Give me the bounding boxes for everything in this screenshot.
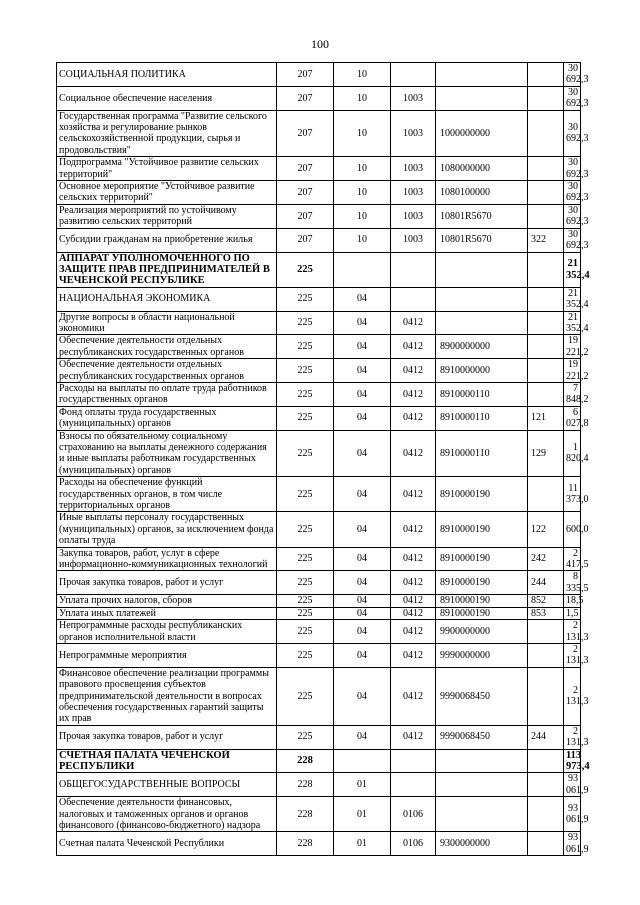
row-admin-code-cell: 225 [277, 595, 334, 607]
table-row [57, 228, 581, 252]
table-row [57, 571, 581, 595]
row-target-article-cell: 8900000000 [436, 335, 528, 359]
row-amount-cell: 30 692,3 [564, 110, 581, 157]
table-row [57, 547, 581, 571]
row-section-code-cell: 04 [334, 335, 391, 359]
row-section-code-cell: 04 [334, 430, 391, 477]
row-amount-cell: 21 352,4 [564, 287, 581, 311]
row-admin-code-cell: 225 [277, 335, 334, 359]
row-subsection-code-cell [391, 749, 436, 773]
row-section-code-cell: 04 [334, 620, 391, 644]
row-expense-type-cell: 244 [528, 571, 564, 595]
table-row [57, 157, 581, 181]
row-name-cell: Иные выплаты персоналу государственных (муниципальных) органов, за исключением фонда оплаты труда [57, 512, 277, 547]
row-admin-code-cell: 207 [277, 228, 334, 252]
row-subsection-code-cell: 0412 [391, 512, 436, 547]
row-section-code-cell: 10 [334, 63, 391, 87]
row-expense-type-cell [528, 311, 564, 335]
budget-table [56, 62, 590, 856]
row-amount-cell: 18,5 [564, 595, 581, 607]
row-name-cell: Социальное обеспечение населения [57, 86, 277, 110]
row-target-article-cell: 8910000190 [436, 595, 528, 607]
row-target-article-cell: 8910000000 [436, 359, 528, 383]
row-section-code-cell: 04 [334, 595, 391, 607]
row-admin-code-cell: 225 [277, 547, 334, 571]
row-amount-cell: 30 692,3 [564, 86, 581, 110]
row-amount-cell: 93 061,9 [564, 773, 581, 797]
row-target-article-cell: 9900000000 [436, 620, 528, 644]
row-admin-code-cell: 225 [277, 725, 334, 749]
row-name-cell: Непрограммные расходы республиканских органов исполнительной власти [57, 620, 277, 644]
row-section-code-cell: 01 [334, 773, 391, 797]
row-amount-cell: 2 417,5 [564, 547, 581, 571]
table-row [57, 430, 581, 477]
row-expense-type-cell [528, 287, 564, 311]
row-expense-type-cell [528, 110, 564, 157]
row-expense-type-cell: 122 [528, 512, 564, 547]
budget-table-body [57, 63, 590, 856]
row-amount-cell: 19 221,2 [564, 359, 581, 383]
row-amount-cell: 93 061,9 [564, 832, 581, 856]
row-expense-type-cell: 129 [528, 430, 564, 477]
row-section-code-cell: 04 [334, 667, 391, 725]
row-section-code-cell: 01 [334, 797, 391, 832]
row-target-article-cell: 1080000000 [436, 157, 528, 181]
row-section-code-cell: 04 [334, 607, 391, 619]
row-subsection-code-cell: 0412 [391, 335, 436, 359]
table-row [57, 620, 581, 644]
row-target-article-cell: 8910000110 [436, 406, 528, 430]
row-admin-code-cell: 225 [277, 607, 334, 619]
row-section-code-cell: 10 [334, 204, 391, 228]
row-subsection-code-cell: 1003 [391, 181, 436, 205]
row-admin-code-cell: 225 [277, 382, 334, 406]
row-expense-type-cell [528, 667, 564, 725]
row-target-article-cell: 8910000190 [436, 477, 528, 512]
row-subsection-code-cell: 1003 [391, 157, 436, 181]
row-section-code-cell [334, 252, 391, 287]
row-admin-code-cell: 225 [277, 512, 334, 547]
table-row [57, 406, 581, 430]
row-amount-cell: 21 352,4 [564, 252, 581, 287]
table-row [57, 725, 581, 749]
row-name-cell: Непрограммные мероприятия [57, 643, 277, 667]
row-admin-code-cell: 225 [277, 406, 334, 430]
row-admin-code-cell: 225 [277, 571, 334, 595]
row-subsection-code-cell [391, 252, 436, 287]
row-amount-cell: 2 131,3 [564, 725, 581, 749]
row-subsection-code-cell: 0412 [391, 607, 436, 619]
row-name-cell: Реализация мероприятий по устойчивому развитию сельских территорий [57, 204, 277, 228]
row-expense-type-cell [528, 181, 564, 205]
row-expense-type-cell [528, 477, 564, 512]
row-amount-cell: 30 692,3 [564, 181, 581, 205]
row-target-article-cell: 8910000190 [436, 607, 528, 619]
table-row [57, 335, 581, 359]
table-row [57, 477, 581, 512]
row-name-cell: Государственная программа "Развитие сельского хозяйства и регулирование рынков сельскохозяйственной продукции, сырья и продовольствия" [57, 110, 277, 157]
row-target-article-cell: 8910000190 [436, 547, 528, 571]
row-subsection-code-cell: 0412 [391, 359, 436, 383]
row-name-cell: Расходы на обеспечение функций государственных органов, в том числе территориальных органов [57, 477, 277, 512]
row-subsection-code-cell: 0106 [391, 797, 436, 832]
row-amount-cell: 30 692,3 [564, 157, 581, 181]
row-expense-type-cell [528, 643, 564, 667]
row-target-article-cell: 10801R5670 [436, 228, 528, 252]
table-row [57, 512, 581, 547]
row-target-article-cell: 1000000000 [436, 110, 528, 157]
row-amount-cell: 7 848,2 [564, 382, 581, 406]
row-subsection-code-cell: 1003 [391, 110, 436, 157]
row-admin-code-cell: 207 [277, 63, 334, 87]
row-section-code-cell: 04 [334, 382, 391, 406]
row-amount-cell: 19 221,2 [564, 335, 581, 359]
row-target-article-cell [436, 311, 528, 335]
row-admin-code-cell: 207 [277, 110, 334, 157]
row-subsection-code-cell: 0412 [391, 571, 436, 595]
row-amount-cell: 30 692,3 [564, 63, 581, 87]
row-admin-code-cell: 207 [277, 204, 334, 228]
row-section-code-cell: 04 [334, 547, 391, 571]
row-target-article-cell [436, 749, 528, 773]
table-row [57, 181, 581, 205]
row-admin-code-cell: 225 [277, 359, 334, 383]
row-subsection-code-cell: 0412 [391, 311, 436, 335]
table-row [57, 311, 581, 335]
table-row [57, 359, 581, 383]
row-expense-type-cell [528, 382, 564, 406]
row-section-code-cell: 04 [334, 512, 391, 547]
table-row [57, 607, 581, 619]
row-admin-code-cell: 225 [277, 620, 334, 644]
row-name-cell: НАЦИОНАЛЬНАЯ ЭКОНОМИКА [57, 287, 277, 311]
row-amount-cell: 1 820,4 [564, 430, 581, 477]
row-subsection-code-cell [391, 773, 436, 797]
table-row [57, 86, 581, 110]
row-target-article-cell: 8910000190 [436, 512, 528, 547]
row-admin-code-cell: 225 [277, 252, 334, 287]
row-subsection-code-cell [391, 63, 436, 87]
row-subsection-code-cell: 0412 [391, 547, 436, 571]
row-subsection-code-cell: 0412 [391, 430, 436, 477]
row-name-cell: Обеспечение деятельности финансовых, налоговых и таможенных органов и органов финансового (финансово-бюджетного) надзора [57, 797, 277, 832]
row-subsection-code-cell: 0412 [391, 406, 436, 430]
row-amount-cell: 93 061,9 [564, 797, 581, 832]
row-name-cell: Другие вопросы в области национальной экономики [57, 311, 277, 335]
page-number: 100 [311, 37, 329, 51]
row-expense-type-cell [528, 252, 564, 287]
row-section-code-cell: 04 [334, 311, 391, 335]
row-expense-type-cell [528, 157, 564, 181]
table-row [57, 773, 581, 797]
row-name-cell: Обеспечение деятельности отдельных республиканских государственных органов [57, 335, 277, 359]
row-target-article-cell [436, 287, 528, 311]
row-amount-cell: 2 131,3 [564, 667, 581, 725]
row-name-cell: Закупка товаров, работ, услуг в сфере информационно-коммуникационных технологий [57, 547, 277, 571]
row-section-code-cell: 10 [334, 157, 391, 181]
row-name-cell: Подпрограмма "Устойчивое развитие сельских территорий" [57, 157, 277, 181]
row-name-cell: Взносы по обязательному социальному страхованию на выплаты денежного содержания и иные выплаты работникам государственных (муниципальных) органов [57, 430, 277, 477]
row-admin-code-cell: 225 [277, 643, 334, 667]
row-subsection-code-cell: 0412 [391, 620, 436, 644]
row-subsection-code-cell: 0412 [391, 477, 436, 512]
row-target-article-cell [436, 86, 528, 110]
table-row [57, 832, 581, 856]
row-expense-type-cell [528, 832, 564, 856]
row-expense-type-cell: 322 [528, 228, 564, 252]
row-target-article-cell: 8910000190 [436, 571, 528, 595]
row-subsection-code-cell: 1003 [391, 228, 436, 252]
row-subsection-code-cell [391, 287, 436, 311]
table-section-header-row [57, 252, 581, 287]
row-subsection-code-cell: 0412 [391, 643, 436, 667]
row-name-cell: Счетная палата Чеченской Республики [57, 832, 277, 856]
row-expense-type-cell [528, 63, 564, 87]
row-amount-cell: 30 692,3 [564, 228, 581, 252]
row-subsection-code-cell: 1003 [391, 204, 436, 228]
row-name-cell: АППАРАТ УПОЛНОМОЧЕННОГО ПО ЗАЩИТЕ ПРАВ ПРЕДПРИНИМАТЕЛЕЙ В ЧЕЧЕНСКОЙ РЕСПУБЛИКЕ [57, 252, 277, 287]
table-row [57, 287, 581, 311]
table-row [57, 110, 581, 157]
row-target-article-cell [436, 797, 528, 832]
row-section-code-cell: 01 [334, 832, 391, 856]
table-row [57, 63, 581, 87]
row-name-cell: Субсидии гражданам на приобретение жилья [57, 228, 277, 252]
row-subsection-code-cell: 0106 [391, 832, 436, 856]
row-target-article-cell [436, 252, 528, 287]
row-admin-code-cell: 207 [277, 181, 334, 205]
row-target-article-cell: 8910000110 [436, 430, 528, 477]
row-admin-code-cell: 228 [277, 832, 334, 856]
row-target-article-cell: 9990000000 [436, 643, 528, 667]
row-target-article-cell: 9990068450 [436, 725, 528, 749]
row-admin-code-cell: 225 [277, 430, 334, 477]
row-admin-code-cell: 207 [277, 86, 334, 110]
row-admin-code-cell: 228 [277, 773, 334, 797]
row-expense-type-cell [528, 335, 564, 359]
row-section-code-cell: 04 [334, 287, 391, 311]
row-expense-type-cell: 121 [528, 406, 564, 430]
table-row [57, 797, 581, 832]
row-target-article-cell: 10801R5670 [436, 204, 528, 228]
row-subsection-code-cell: 0412 [391, 382, 436, 406]
row-name-cell: Финансовое обеспечение реализации программы правового просвещения субъектов предпринимательской деятельности в вопросах обеспечения государственных гарантий защиты их прав [57, 667, 277, 725]
table-row [57, 643, 581, 667]
row-amount-cell: 2 131,3 [564, 643, 581, 667]
row-section-code-cell: 04 [334, 359, 391, 383]
row-amount-cell: 6 027,8 [564, 406, 581, 430]
row-section-code-cell: 10 [334, 86, 391, 110]
row-amount-cell: 8 335,5 [564, 571, 581, 595]
row-amount-cell: 21 352,4 [564, 311, 581, 335]
row-section-code-cell: 04 [334, 571, 391, 595]
row-expense-type-cell [528, 86, 564, 110]
row-name-cell: Прочая закупка товаров, работ и услуг [57, 571, 277, 595]
row-amount-cell: 30 692,3 [564, 204, 581, 228]
row-name-cell: Обеспечение деятельности отдельных республиканских государственных органов [57, 359, 277, 383]
row-section-code-cell: 04 [334, 643, 391, 667]
row-amount-cell: 600,0 [564, 512, 581, 547]
row-section-code-cell: 10 [334, 228, 391, 252]
row-name-cell: Расходы на выплаты по оплате труда работников государственных органов [57, 382, 277, 406]
row-section-code-cell: 04 [334, 477, 391, 512]
row-name-cell: СОЦИАЛЬНАЯ ПОЛИТИКА [57, 63, 277, 87]
row-section-code-cell [334, 749, 391, 773]
row-expense-type-cell [528, 797, 564, 832]
table-row [57, 382, 581, 406]
row-expense-type-cell: 852 [528, 595, 564, 607]
table-row [57, 667, 581, 725]
row-section-code-cell: 04 [334, 725, 391, 749]
row-expense-type-cell: 242 [528, 547, 564, 571]
row-subsection-code-cell: 0412 [391, 595, 436, 607]
row-name-cell: Фонд оплаты труда государственных (муниципальных) органов [57, 406, 277, 430]
row-admin-code-cell: 225 [277, 311, 334, 335]
row-expense-type-cell: 244 [528, 725, 564, 749]
row-name-cell: ОБЩЕГОСУДАРСТВЕННЫЕ ВОПРОСЫ [57, 773, 277, 797]
table-row [57, 204, 581, 228]
row-subsection-code-cell: 0412 [391, 725, 436, 749]
row-name-cell: Уплата прочих налогов, сборов [57, 595, 277, 607]
row-expense-type-cell: 853 [528, 607, 564, 619]
row-expense-type-cell [528, 204, 564, 228]
row-admin-code-cell: 225 [277, 477, 334, 512]
row-expense-type-cell [528, 359, 564, 383]
row-section-code-cell: 10 [334, 181, 391, 205]
row-admin-code-cell: 225 [277, 667, 334, 725]
row-amount-cell: 113 973,4 [564, 749, 581, 773]
row-target-article-cell: 8910000110 [436, 382, 528, 406]
table-section-header-row [57, 749, 581, 773]
row-section-code-cell: 04 [334, 406, 391, 430]
row-expense-type-cell [528, 620, 564, 644]
row-name-cell: Уплата иных платежей [57, 607, 277, 619]
row-admin-code-cell: 228 [277, 749, 334, 773]
row-subsection-code-cell: 1003 [391, 86, 436, 110]
row-subsection-code-cell: 0412 [391, 667, 436, 725]
row-target-article-cell: 9990068450 [436, 667, 528, 725]
row-name-cell: Прочая закупка товаров, работ и услуг [57, 725, 277, 749]
row-admin-code-cell: 228 [277, 797, 334, 832]
row-admin-code-cell: 207 [277, 157, 334, 181]
row-amount-cell: 11 373,0 [564, 477, 581, 512]
row-expense-type-cell [528, 749, 564, 773]
table-row [57, 595, 581, 607]
row-target-article-cell: 1080100000 [436, 181, 528, 205]
row-target-article-cell: 9300000000 [436, 832, 528, 856]
row-amount-cell: 2 131,3 [564, 620, 581, 644]
row-admin-code-cell: 225 [277, 287, 334, 311]
row-amount-cell: 1,5 [564, 607, 581, 619]
row-target-article-cell [436, 63, 528, 87]
row-section-code-cell: 10 [334, 110, 391, 157]
row-name-cell: Основное мероприятие "Устойчивое развитие сельских территорий" [57, 181, 277, 205]
row-target-article-cell [436, 773, 528, 797]
row-expense-type-cell [528, 773, 564, 797]
row-name-cell: СЧЕТНАЯ ПАЛАТА ЧЕЧЕНСКОЙ РЕСПУБЛИКИ [57, 749, 277, 773]
